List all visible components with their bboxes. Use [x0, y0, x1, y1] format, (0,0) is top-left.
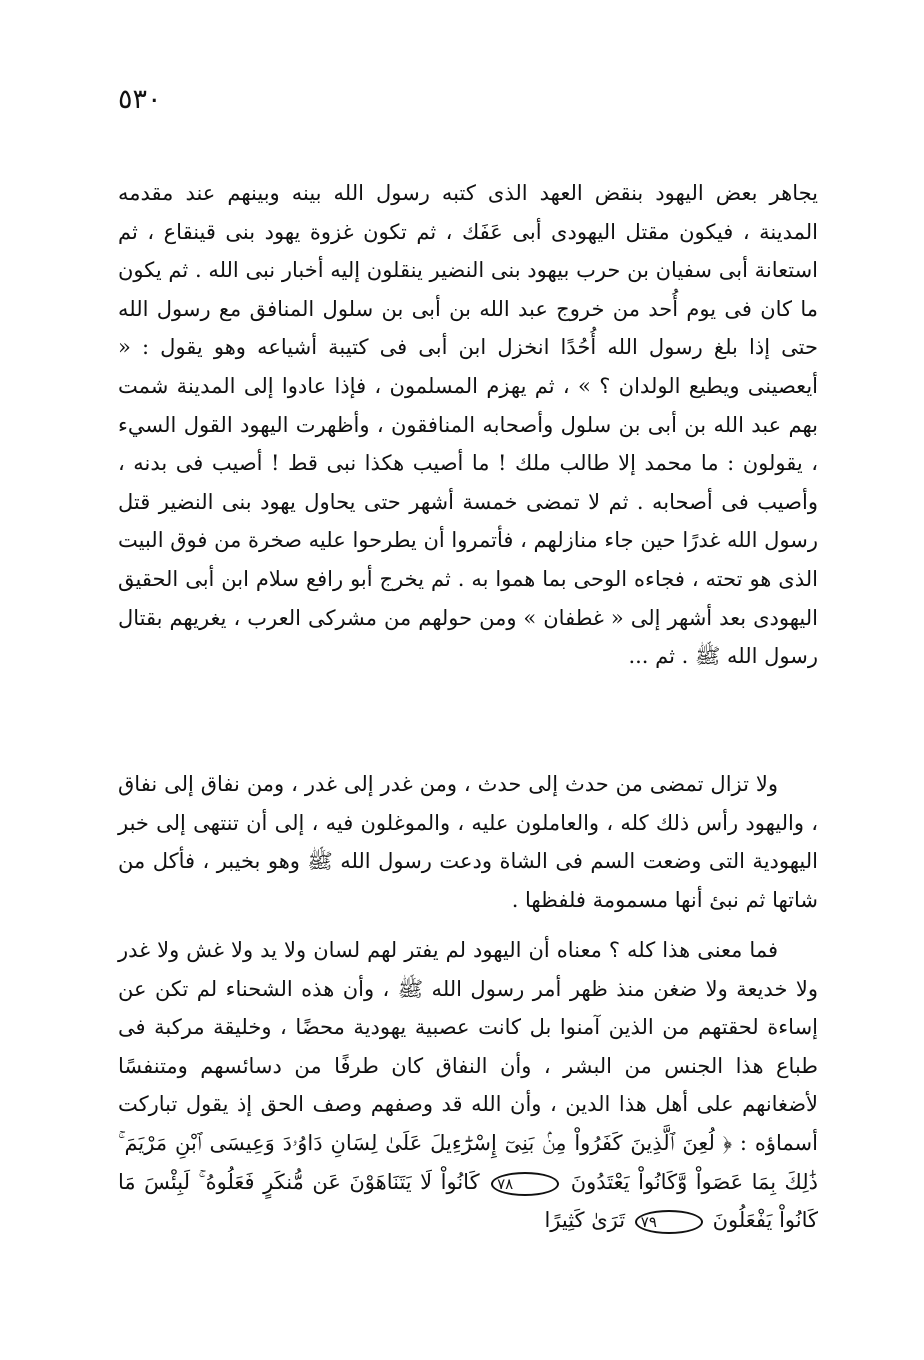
paragraph-3	[118, 931, 818, 1233]
quran-verse-80-start: تَرَىٰ كَثِيرًا	[544, 1208, 626, 1233]
quran-verse-79: كَانُواْ لَا يَتَنَاهَوْنَ عَن مُّنكَرٍ فَعَلُوهُ ۚ لَبِئْسَ مَا كَانُواْ يَفْعَلُونَ	[118, 1169, 818, 1233]
quran-verse-78: ﴿ لُعِنَ ٱلَّذِينَ كَفَرُواْ مِنۢ بَنِىٓ إِسْرَٰٓءِيلَ عَلَىٰ لِسَانِ دَاوُۥدَ وَعِيسَى ٱبْنِ مَرْيَمَ ۚ ذَٰلِكَ بِمَا عَصَواْ وَّكَانُواْ يَعْتَدُونَ	[118, 1130, 818, 1194]
paragraph-2: ولا تزال تمضى من حدث إلى حدث ، ومن غدر إلى غدر ، ومن نفاق إلى نفاق ، واليهود رأس ذلك كله ، والعاملون عليه ، والموغلون فيه ، إلى أن تنتهى إلى خبر اليهودية التى وضعت السم فى الشاة ودعت رسول الله ﷺ وهو بخيبر ، فأكل من شاتها ثم نبئ أنها مسمومة فلفظها .	[118, 772, 818, 912]
body-text	[118, 174, 818, 1233]
ayah-number-79: ٧٩	[635, 1210, 703, 1234]
ayah-number-78: ٧٨	[491, 1172, 559, 1196]
paragraph-1: يجاهر بعض اليهود بنقض العهد الذى كتبه رسول الله بينه وبينهم عند مقدمه المدينة ، فيكون مقتل اليهودى أبى عَفَك ، ثم تكون غزوة يهود بنى قينقاع ، ثم استعانة أبى سفيان بن حرب بيهود بنى النضير ينقلون إليه أخبار نبى الله . ثم يكون ما كان فى يوم أُحد من خروج عبد الله بن أبى بن سلول المنافق مع رسول الله حتى إذا بلغ رسول الله أُحُدًا انخزل ابن أبى فى كتيبة أشياعه وهو يقول : « أيعصينى ويطيع الولدان ؟ » ، ثم يهزم المسلمون ، فإذا عادوا إلى المدينة شمت بهم عبد الله بن أبى بن سلول وأصحابه المنافقون ، وأظهرت اليهود القول السيء ، يقولون : ما محمد إلا طالب ملك ! ما أصيب هكذا نبى قط ! أصيب فى بدنه ، وأصيب فى أصحابه . ثم لا تمضى خمسة أشهر حتى يحاول يهود بنى النضير قتل رسول الله غدرًا حين جاء منازلهم ، فأتمروا أن يطرحوا عليه صخرة من فوق البيت الذى هو تحته ، فجاءه الوحى بما هموا به . ثم يخرج أبو رافع سلام ابن أبى الحقيق اليهودى بعد أشهر إلى « غطفان » ومن حولهم من مشركى العرب ، يغريهم بقتال رسول الله ﷺ . ثم ...	[118, 181, 818, 669]
paragraph-3-text: فما معنى هذا كله ؟ معناه أن اليهود لم يفتر لهم لسان ولا يد ولا غش ولا غدر ولا خديعة ولا ضغن منذ ظهر أمر رسول الله ﷺ ، وأن هذه الشحناء لم تكن عن إساءة لحقتهم من الذين آمنوا بل كانت عصبية يهودية محضًا ، وخليقة مركبة فى طباع هذا الجنس من البشر ، وأن النفاق كان طرفًا من دسائسهم ومتنفسًا لأضغانهم على أهل هذا الدين ، وأن الله قد وصفهم وصف الحق إذ يقول تباركت أسماؤه :	[118, 938, 818, 1155]
page-number: ٥٣٠	[118, 84, 162, 115]
